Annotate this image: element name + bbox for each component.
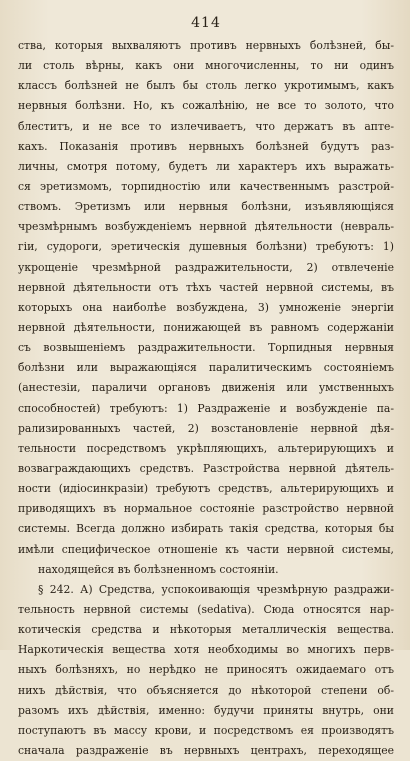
- text-line: поступаютъ въ массу крови, и посредствомъ ея производятъ: [18, 723, 394, 737]
- text-line: ствомъ. Эретизмъ или нервныя болѣзни, изъявляющіяся: [18, 200, 394, 214]
- text-line: ныхъ болѣзняхъ, но нерѣдко не приносятъ ожидаемаго отъ: [18, 663, 394, 677]
- text-line: способностей) требуютъ: 1) Раздраженіе и возбужденіе па-: [18, 401, 394, 415]
- text-line: нервной дѣятельности, понижающей въ равномъ содержаніи: [18, 320, 394, 334]
- body-text: [18, 36, 394, 761]
- text-line: болѣзни или выражающіяся паралитическимъ состояніемъ: [18, 361, 394, 375]
- text-line: нервной дѣятельности отъ тѣхъ частей нервной системы, въ: [18, 280, 394, 294]
- text-line: ства, которыя выхваляютъ противъ нервныхъ болѣзней, бы-: [18, 39, 394, 52]
- text-line: ли столь вѣрны, какъ они многочисленны, то ни одинъ: [18, 59, 394, 73]
- text-line: рализированныхъ частей, 2) возстановленіе нервной дѣя-: [18, 421, 394, 435]
- page-number: 414: [191, 15, 221, 31]
- text-line: Наркотическія вещества хотя необходимы во многихъ перв-: [18, 643, 394, 657]
- text-line: имѣли специфическое отношеніе къ части нервной системы,: [18, 542, 394, 556]
- text-line: кахъ. Показанія противъ нервныхъ болѣзней будутъ раз-: [18, 139, 394, 153]
- text-line: нихъ дѣйствія, что объясняется до нѣкоторой степени об-: [18, 683, 394, 697]
- text-line: системы. Всегда должно избирать такія средства, которыя бы: [18, 522, 394, 536]
- text-line: укрощеніе чрезмѣрной раздражительности, 2) отвлеченіе: [18, 260, 394, 274]
- text-line: нервныя болѣзни. Но, къ сожалѣнію, не все то золото, что: [18, 99, 394, 113]
- text-line: личны, смотря потому, будетъ ли характеръ ихъ выражать-: [18, 159, 394, 173]
- text-line: ности (идіосинкразіи) требуютъ средствъ, альтерирующихъ и: [18, 482, 394, 496]
- text-line: § 242. А) Средства, успокоивающія чрезмѣрную раздражи-: [38, 582, 394, 596]
- text-line: чрезмѣрнымъ возбужденіемъ нервной дѣятельности (невраль-: [18, 220, 394, 234]
- text-line: тельность нервной системы (sedativa). Сюда относятся нар-: [18, 602, 394, 616]
- text-line: которыхъ она наиболѣе возбуждена, 3) умноженіе энергіи: [18, 300, 394, 314]
- text-line: котическія средства и нѣкоторыя металлическія вещества.: [18, 623, 394, 637]
- text-line: находящейся въ болѣзненномъ состояніи.: [38, 562, 279, 576]
- text-line: приводящихъ въ нормальное состояніе разстройство нервной: [18, 502, 394, 516]
- text-line: сначала раздраженіе въ нервныхъ центрахъ, переходящее: [18, 743, 394, 757]
- text-line: разомъ ихъ дѣйствія, именно: будучи приняты внутрь, они: [18, 703, 394, 717]
- text-line: съ возвышеніемъ раздражительности. Торпидныя нервныя: [18, 341, 394, 355]
- text-line: классъ болѣзней не былъ бы столь легко укротимымъ, какъ: [18, 79, 394, 93]
- text-line: (анестезіи, параличи органовъ движенія или умственныхъ: [18, 381, 394, 395]
- text-line: ся эретизмомъ, торпидностію или качественнымъ разстрой-: [18, 179, 394, 193]
- text-line: тельности посредствомъ укрѣпляющихъ, альтерирующихъ и: [18, 441, 394, 455]
- text-line: возваграждающихъ средствъ. Разстройства нервной дѣятель-: [18, 461, 394, 475]
- text-line: блеститъ, и не все то излечиваетъ, что держатъ въ апте-: [18, 119, 394, 133]
- text-line: гіи, судороги, эретическія душевныя болѣзни) требуютъ: 1): [18, 240, 394, 254]
